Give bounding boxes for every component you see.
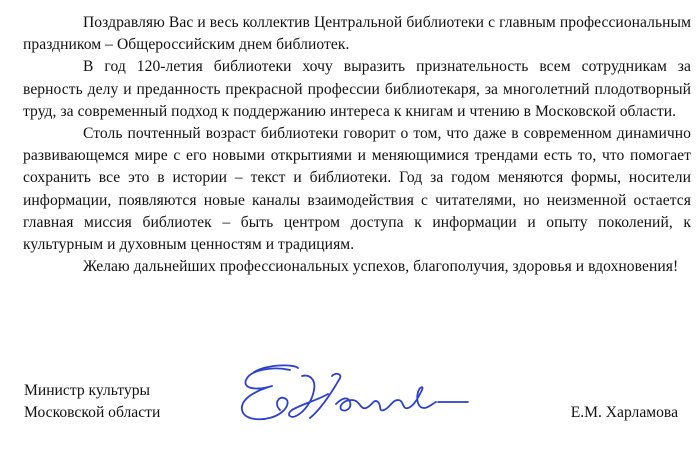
signatory-name: Е.М. Харламова [570,404,678,421]
paragraph-library-mission: Столь почтенный возраст библиотеки говорит о том, что даже в современном динамично развивающемся мире с его новыми открытиями и меняющимися трендами есть то, что помогает сохранить все это в истории – текст и библиотеки. Год за годом меняются формы, носители информации, появляются новые каналы взаимодействия с читателями, но неизменной остается главная миссия библиотек – быть центром доступа к информации и опыту поколений, к культурным и духовным ценностям и традициям. [23,125,691,254]
handwritten-signature [232,360,482,430]
signature-block [0,360,700,456]
paragraph-gratitude: В год 120-летия библиотеки хочу выразить признательность всем сотрудникам за верность делу и преданность прекрасной профессии библиотекаря, за многолетний плодотворный труд, за современный подход к поддержанию интереса к книгам и чтению в Московской области. [23,58,691,120]
paragraph-wishes: Желаю дальнейших профессиональных успехов, благополучия, здоровья и вдохновения! [83,258,679,276]
signatory-position [24,380,160,424]
paragraph-congratulation: Поздравляю Вас и весь коллектив Центральной библиотеки с главным профессиональным праздником – Общероссийским днем библиотек. [23,14,691,54]
position-line-1: Министр культуры [24,382,150,399]
position-line-2: Московской области [24,404,161,421]
letter-body [23,12,691,278]
